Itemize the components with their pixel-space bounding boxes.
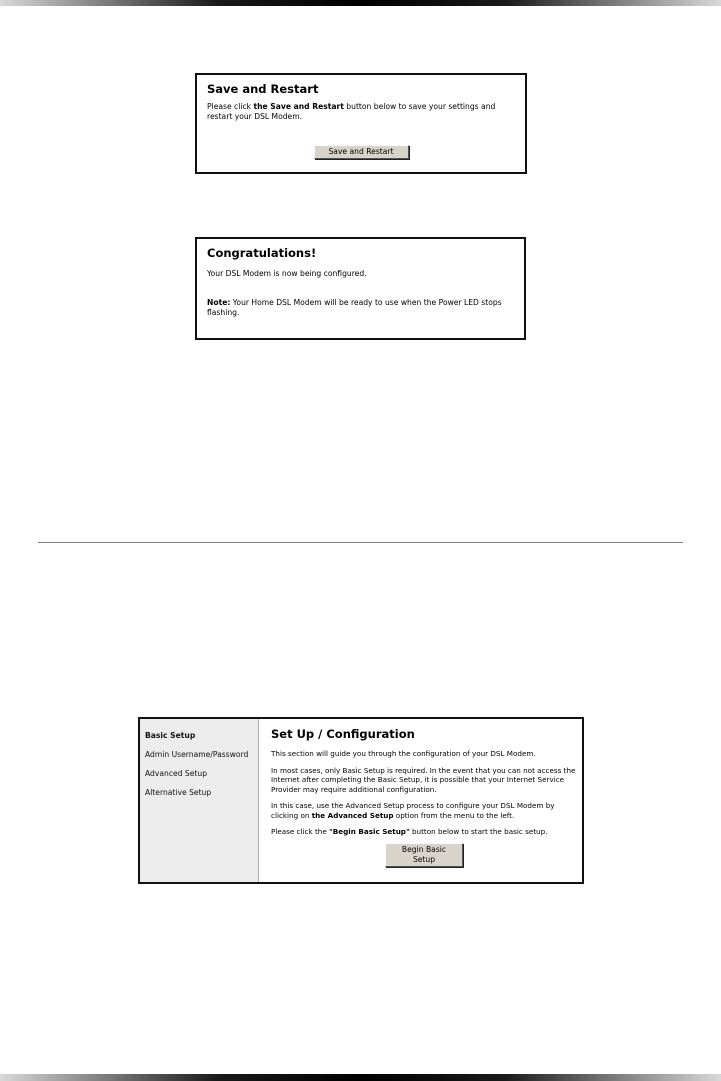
save-and-restart-button[interactable]: Save and Restart	[314, 145, 409, 159]
bottom-decorative-bar	[0, 1074, 721, 1081]
begin-basic-setup-button[interactable]: Begin Basic Setup	[385, 843, 463, 867]
sidebar-item-basic-setup[interactable]: Basic Setup	[145, 731, 196, 740]
begin-setup-instructions	[271, 827, 577, 837]
congratulations-panel	[195, 237, 526, 340]
note-body: Your Home DSL Modem will be ready to use when the Power LED stops flashing.	[207, 298, 502, 317]
congratulations-title: Congratulations!	[207, 246, 317, 260]
setup-intro-text: This section will guide you through the configuration of your DSL Modem.	[271, 749, 536, 758]
sidebar-item-admin-username-password[interactable]: Admin Username/Password	[145, 750, 249, 759]
save-restart-panel	[195, 73, 527, 174]
begin-instructions-bold: "Begin Basic Setup"	[329, 827, 410, 836]
advanced-info-bold: the Advanced Setup	[311, 810, 394, 820]
advanced-info-part-a: In this case, use the Advanced Setup process to configure your DSL Modem by clicking on	[271, 801, 555, 820]
begin-instructions-part-b: button below to start the basic setup.	[409, 827, 548, 836]
save-restart-title: Save and Restart	[207, 82, 319, 96]
note-text	[207, 298, 514, 318]
sidebar-item-advanced-setup[interactable]: Advanced Setup	[145, 769, 208, 778]
basic-setup-info-text: In most cases, only Basic Setup is required. In the event that you can not access the Internet after completing the Basic Setup, it is possible that your Internet Service Provider may require additional configuration.	[271, 765, 576, 794]
advanced-setup-info-text	[271, 801, 577, 820]
setup-main-content	[271, 727, 577, 867]
save-restart-text-after: button below to save your settings and restart your DSL Modem.	[207, 102, 496, 121]
advanced-info-part-b: option from the menu to the left.	[393, 810, 515, 820]
setup-configuration-frame	[138, 717, 584, 884]
save-restart-text-bold: the Save and Restart	[253, 102, 344, 111]
configuring-message: Your DSL Modem is now being configured.	[207, 269, 367, 278]
save-restart-text-before: Please click	[207, 102, 254, 111]
save-restart-instructions	[207, 102, 515, 122]
section-divider	[38, 542, 683, 543]
note-label: Note:	[207, 298, 231, 307]
page-title: Set Up / Configuration	[271, 727, 415, 741]
sidebar-item-alternative-setup[interactable]: Alternative Setup	[145, 788, 212, 797]
begin-instructions-part-a: Please click the	[271, 827, 330, 836]
setup-sidebar	[140, 719, 259, 882]
top-decorative-bar	[0, 0, 721, 6]
